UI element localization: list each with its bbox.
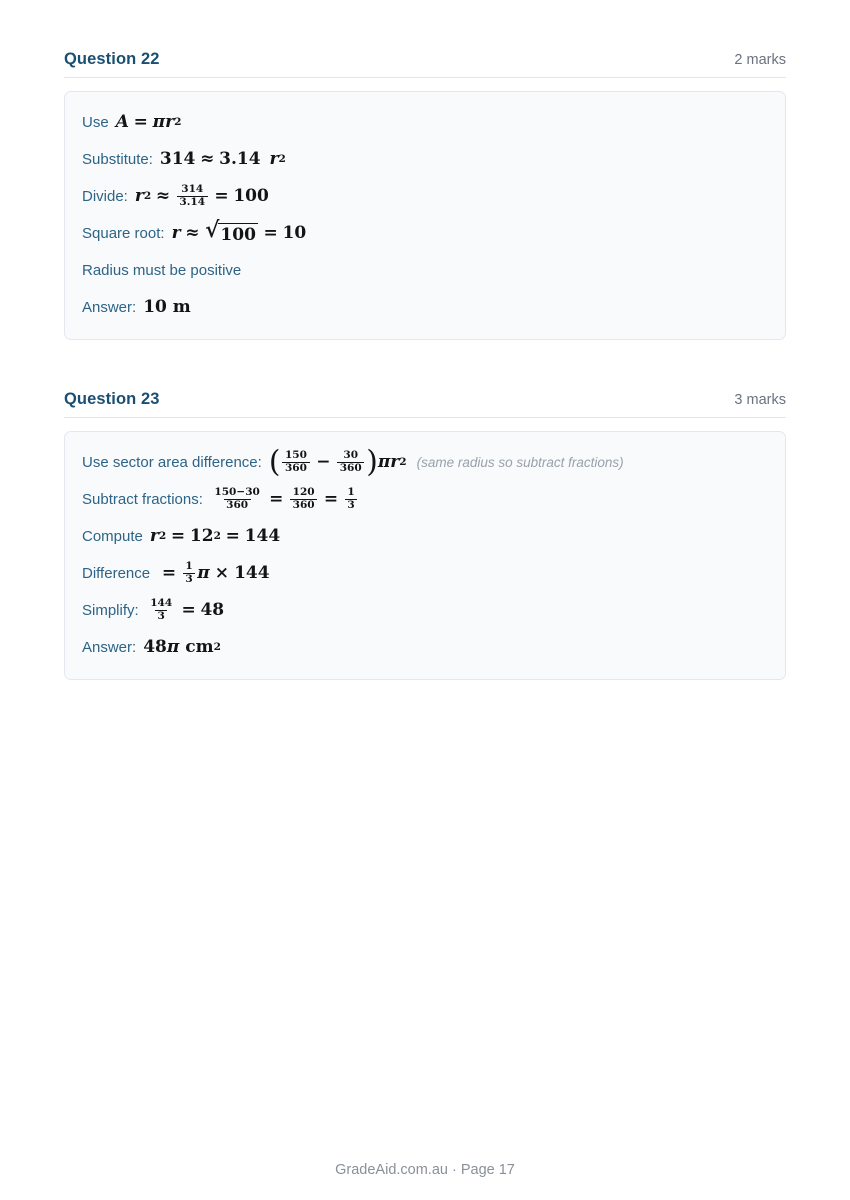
solution-step [82,295,768,319]
solution-step [82,110,768,134]
question-divider-22 [64,77,786,78]
square-root-icon: √ 100 [205,218,256,245]
question-marks-23: 3 marks [734,392,786,408]
solution-step [82,444,768,480]
worked-solution-box-22 [64,91,786,340]
step-math: A = π r 2 [115,112,182,132]
page-footer: GradeAid.com.au · Page 17 [335,1162,515,1178]
step-math: $\frac{144}{3}$ = 48 [150,597,225,622]
step-math: = $\frac{1}{3}$ π × 144 [161,560,270,585]
question-block-22 [64,50,786,340]
step-math: 48 π cm 2 [143,637,221,657]
step-label: Subtract fractions: [82,490,203,508]
solution-step [82,258,768,282]
step-label: Divide: [82,187,128,205]
step-note: (same radius so subtract fractions) [416,454,624,470]
question-marks-22: 2 marks [734,52,786,68]
question-block-23 [64,390,786,680]
step-label: Compute [82,527,143,545]
step-label: Radius must be positive [82,261,242,279]
step-math: 10 m [143,297,191,317]
step-label: Answer: [82,298,137,316]
step-math: 314 ≈ 3.14 r 2 [159,149,286,169]
step-label: Simplify: [82,601,139,619]
solution-step [82,218,768,245]
question-title-22: Question 22 [64,50,160,68]
step-label: Substitute: [82,150,153,168]
solution-step [82,635,768,659]
solution-step [82,487,768,511]
step-math: r ≈ √ 100 = 10 [171,218,307,245]
solution-step [82,524,768,548]
step-label: Square root: [82,224,165,242]
solution-step [82,598,768,622]
worked-solution-box-23 [64,431,786,680]
question-header-23 [64,390,786,409]
question-title-23: Question 23 [64,390,160,408]
solution-step [82,184,768,208]
solution-step [82,147,768,171]
step-label: Difference [82,564,151,582]
step-label: Answer: [82,638,137,656]
step-label: Use sector area difference: [82,453,262,471]
step-math: $\frac{150-30}{360}$ = $\frac{120}{360}$ = $\frac{1}{3}$ [210,487,359,511]
solution-step [82,561,768,585]
question-divider-23 [64,417,786,418]
question-header-22 [64,50,786,69]
step-math: r 2 = 12 2 = 144 [149,526,281,546]
step-math: r 2 ≈ $\frac{314}{3.14}$ = 100 [134,183,269,208]
step-math: ( $\frac{150}{360}$ − $\frac{30}{360}$ ) π r 2 [268,444,407,480]
step-label: Use [82,113,109,131]
